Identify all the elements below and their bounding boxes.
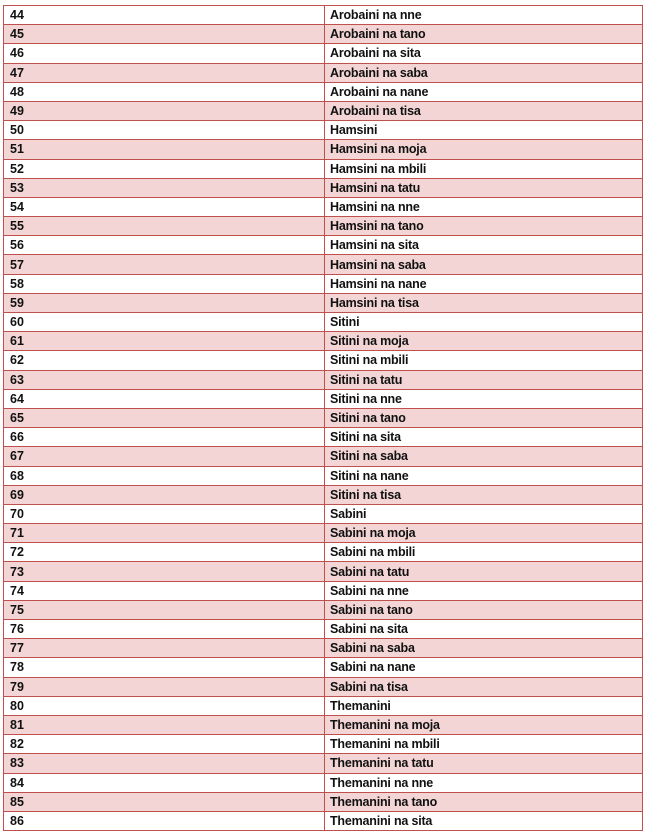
number-cell: 55 [4, 217, 325, 236]
word-cell: Sabini na nne [325, 581, 643, 600]
number-cell: 85 [4, 792, 325, 811]
table-row [4, 639, 643, 658]
word-cell: Themanini [325, 696, 643, 715]
number-cell: 78 [4, 658, 325, 677]
word-cell: Hamsini na saba [325, 255, 643, 274]
word-cell: Hamsini na nne [325, 197, 643, 216]
table-row [4, 677, 643, 696]
table-row [4, 121, 643, 140]
table-row [4, 543, 643, 562]
number-cell: 86 [4, 811, 325, 830]
table-row [4, 524, 643, 543]
word-cell: Hamsini na tano [325, 217, 643, 236]
word-cell: Sitini na saba [325, 447, 643, 466]
table-row [4, 773, 643, 792]
number-cell: 50 [4, 121, 325, 140]
table-row [4, 792, 643, 811]
number-cell: 47 [4, 63, 325, 82]
word-cell: Arobaini na tisa [325, 101, 643, 120]
number-cell: 44 [4, 6, 325, 25]
table-row [4, 274, 643, 293]
word-cell: Arobaini na saba [325, 63, 643, 82]
word-cell: Themanini na mbili [325, 735, 643, 754]
word-cell: Hamsini na tatu [325, 178, 643, 197]
word-cell: Arobaini na nne [325, 6, 643, 25]
number-cell: 79 [4, 677, 325, 696]
number-cell: 84 [4, 773, 325, 792]
number-cell: 68 [4, 466, 325, 485]
number-cell: 48 [4, 82, 325, 101]
table-row [4, 658, 643, 677]
table-row [4, 6, 643, 25]
word-cell: Sabini na mbili [325, 543, 643, 562]
table-row [4, 82, 643, 101]
table-row [4, 217, 643, 236]
table-row [4, 485, 643, 504]
table-row [4, 197, 643, 216]
number-cell: 75 [4, 600, 325, 619]
table-row [4, 447, 643, 466]
number-cell: 52 [4, 159, 325, 178]
word-cell: Themanini na moja [325, 715, 643, 734]
number-cell: 46 [4, 44, 325, 63]
number-cell: 81 [4, 715, 325, 734]
table-row [4, 408, 643, 427]
word-cell: Hamsini na tisa [325, 293, 643, 312]
table-row [4, 332, 643, 351]
word-cell: Arobaini na sita [325, 44, 643, 63]
number-cell: 53 [4, 178, 325, 197]
word-cell: Sabini na nane [325, 658, 643, 677]
table-row [4, 466, 643, 485]
number-cell: 80 [4, 696, 325, 715]
numbers-table-wrapper [3, 5, 642, 831]
table-row [4, 600, 643, 619]
table-row [4, 25, 643, 44]
number-cell: 61 [4, 332, 325, 351]
word-cell: Hamsini na moja [325, 140, 643, 159]
table-row [4, 696, 643, 715]
number-cell: 73 [4, 562, 325, 581]
table-row [4, 293, 643, 312]
number-cell: 63 [4, 370, 325, 389]
word-cell: Sitini na mbili [325, 351, 643, 370]
table-row [4, 351, 643, 370]
table-row [4, 715, 643, 734]
table-row [4, 735, 643, 754]
table-row [4, 44, 643, 63]
word-cell: Themanini na sita [325, 811, 643, 830]
word-cell: Arobaini na tano [325, 25, 643, 44]
word-cell: Sitini na sita [325, 428, 643, 447]
table-row [4, 811, 643, 830]
word-cell: Sabini na tisa [325, 677, 643, 696]
number-cell: 77 [4, 639, 325, 658]
table-row [4, 389, 643, 408]
table-row [4, 428, 643, 447]
table-row [4, 159, 643, 178]
number-cell: 82 [4, 735, 325, 754]
number-cell: 54 [4, 197, 325, 216]
word-cell: Sabini na tatu [325, 562, 643, 581]
word-cell: Sabini na sita [325, 620, 643, 639]
table-row [4, 140, 643, 159]
swahili-numbers-table [3, 5, 643, 831]
table-row [4, 504, 643, 523]
table-row [4, 620, 643, 639]
word-cell: Hamsini na sita [325, 236, 643, 255]
table-row [4, 236, 643, 255]
word-cell: Sitini na nane [325, 466, 643, 485]
table-row [4, 178, 643, 197]
word-cell: Hamsini na mbili [325, 159, 643, 178]
number-cell: 58 [4, 274, 325, 293]
table-row [4, 313, 643, 332]
word-cell: Hamsini [325, 121, 643, 140]
word-cell: Sitini na nne [325, 389, 643, 408]
table-body [4, 6, 643, 831]
number-cell: 64 [4, 389, 325, 408]
table-row [4, 255, 643, 274]
word-cell: Sitini na tano [325, 408, 643, 427]
number-cell: 65 [4, 408, 325, 427]
number-cell: 56 [4, 236, 325, 255]
number-cell: 74 [4, 581, 325, 600]
table-row [4, 754, 643, 773]
word-cell: Arobaini na nane [325, 82, 643, 101]
word-cell: Sabini na moja [325, 524, 643, 543]
word-cell: Sabini na saba [325, 639, 643, 658]
number-cell: 72 [4, 543, 325, 562]
number-cell: 60 [4, 313, 325, 332]
number-cell: 67 [4, 447, 325, 466]
number-cell: 70 [4, 504, 325, 523]
number-cell: 83 [4, 754, 325, 773]
table-row [4, 562, 643, 581]
number-cell: 45 [4, 25, 325, 44]
word-cell: Hamsini na nane [325, 274, 643, 293]
word-cell: Sitini [325, 313, 643, 332]
number-cell: 66 [4, 428, 325, 447]
number-cell: 62 [4, 351, 325, 370]
table-row [4, 101, 643, 120]
number-cell: 69 [4, 485, 325, 504]
number-cell: 71 [4, 524, 325, 543]
number-cell: 51 [4, 140, 325, 159]
table-row [4, 63, 643, 82]
word-cell: Themanini na nne [325, 773, 643, 792]
table-row [4, 581, 643, 600]
word-cell: Sitini na tisa [325, 485, 643, 504]
word-cell: Sabini [325, 504, 643, 523]
table-row [4, 370, 643, 389]
number-cell: 57 [4, 255, 325, 274]
word-cell: Sitini na tatu [325, 370, 643, 389]
word-cell: Themanini na tatu [325, 754, 643, 773]
number-cell: 49 [4, 101, 325, 120]
word-cell: Sitini na moja [325, 332, 643, 351]
word-cell: Themanini na tano [325, 792, 643, 811]
number-cell: 59 [4, 293, 325, 312]
number-cell: 76 [4, 620, 325, 639]
word-cell: Sabini na tano [325, 600, 643, 619]
